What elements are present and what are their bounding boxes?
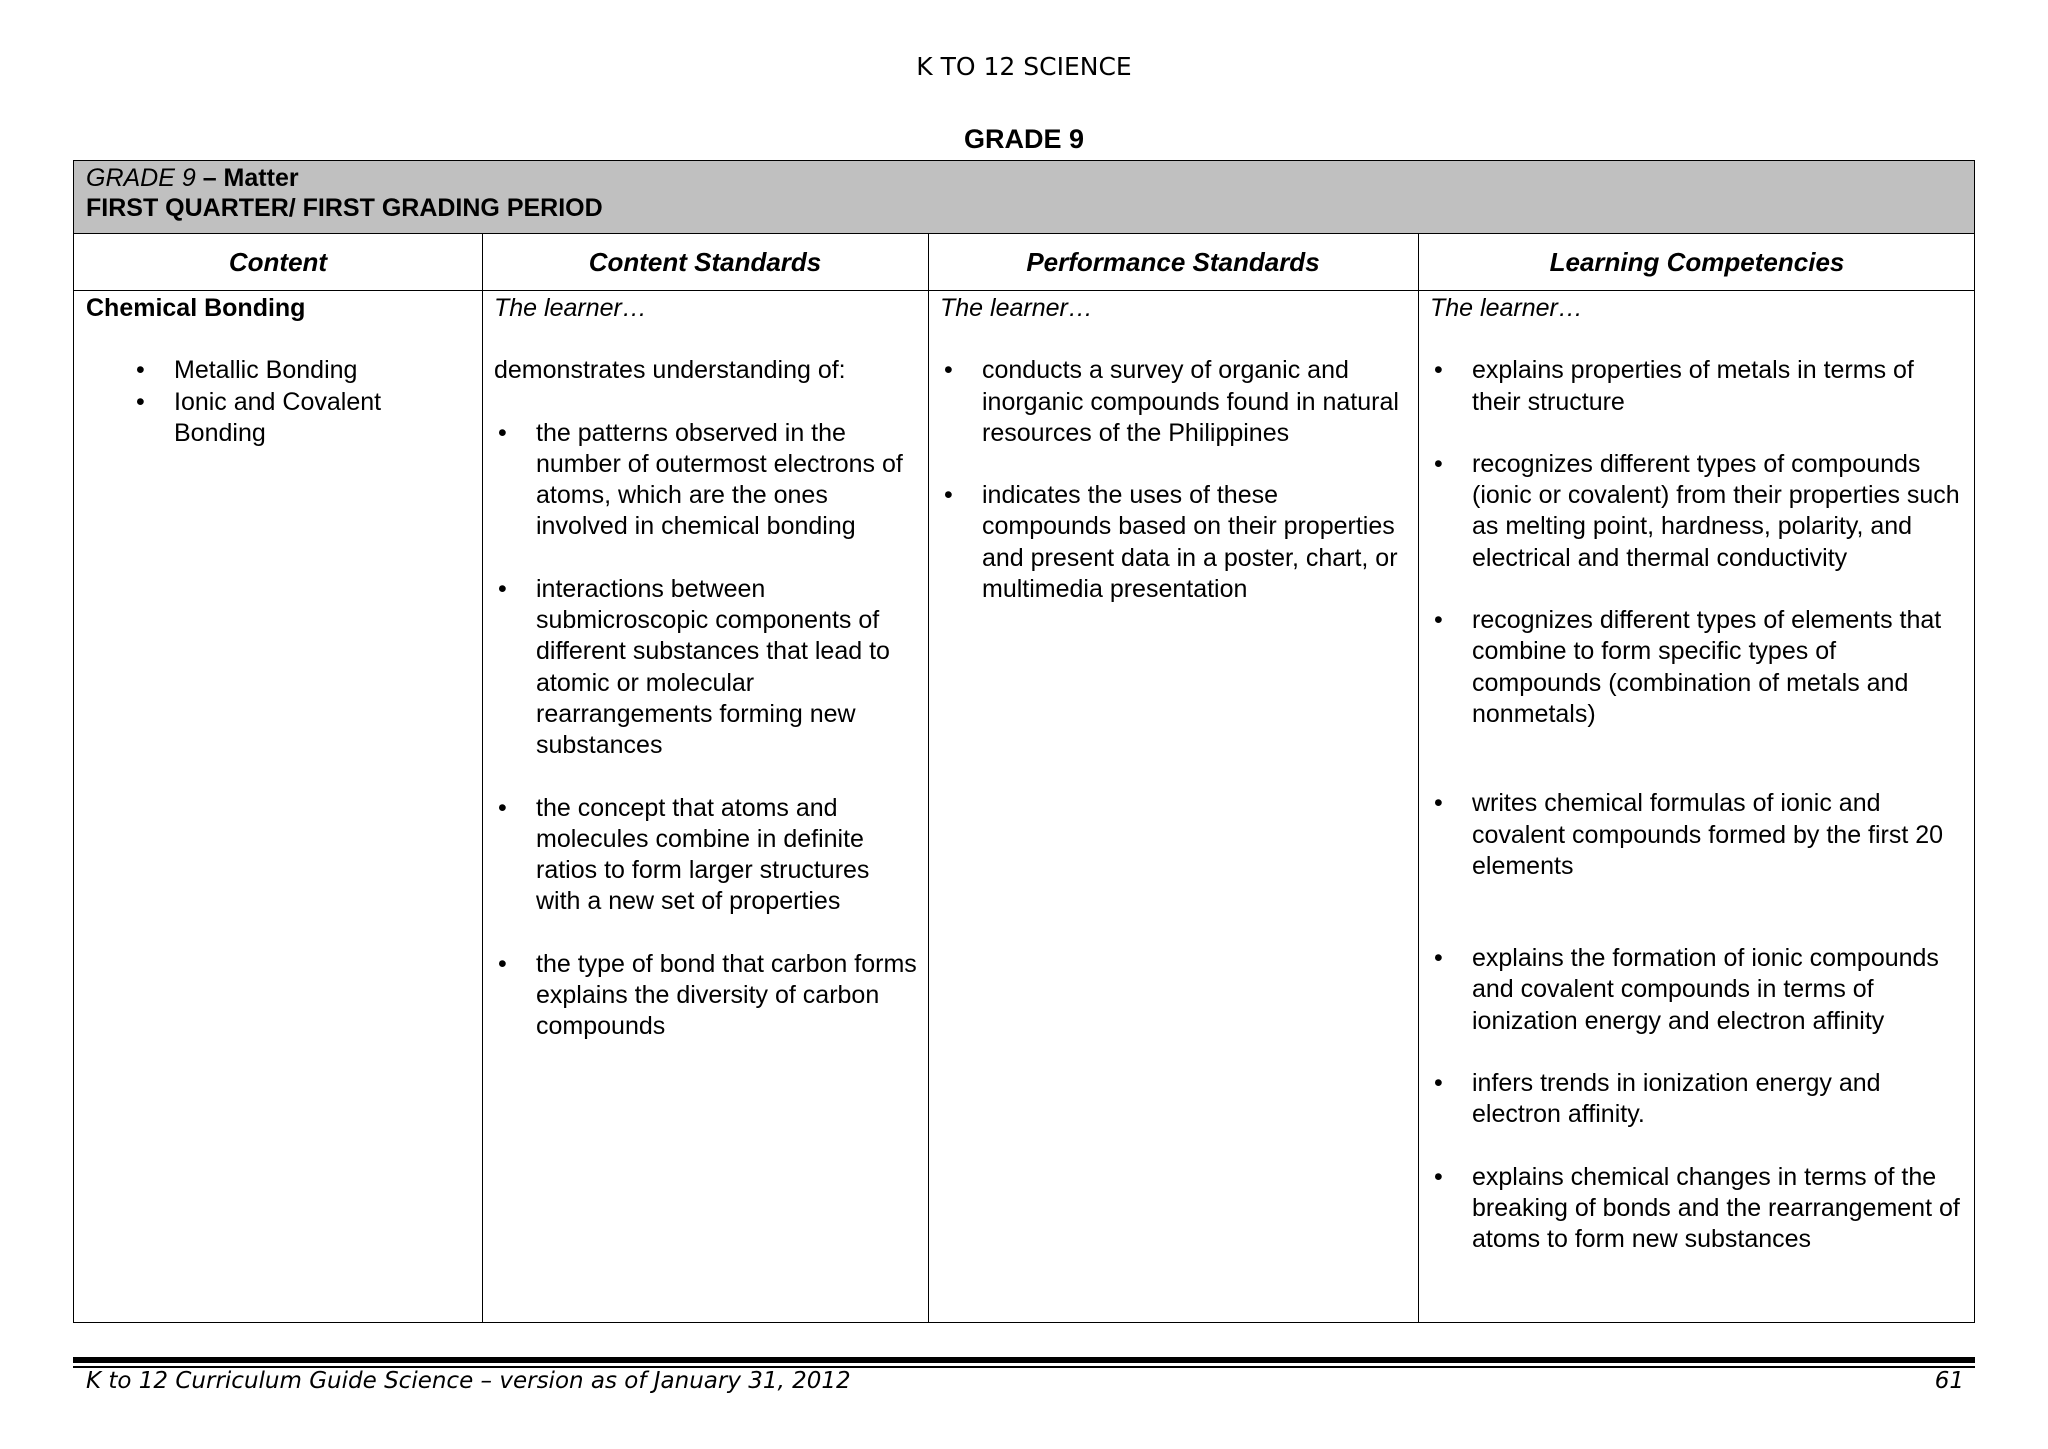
list-item: • writes chemical formulas of ionic and covalent compounds formed by the first 20 elements (1430, 788, 1968, 882)
content-standards-cell (482, 291, 928, 1322)
band-grade-label: GRADE 9 (86, 164, 196, 192)
learning-competencies-list (1430, 355, 1968, 1255)
list-item: • interactions between submicroscopic components of different substances that lead to atomic or molecular rearrangements forming new substances (494, 574, 918, 762)
grade-subject-line (86, 163, 1962, 193)
list-item: • indicates the uses of these compounds based on their properties and present data in a poster, chart, or multimedia presentation (940, 480, 1408, 605)
content-standards-list (494, 418, 918, 1043)
topic-title: Chemical Bonding (86, 294, 306, 322)
list-item: • explains the formation of ionic compounds and covalent compounds in terms of ionization energy and electron affinity (1430, 943, 1968, 1037)
learner-intro: The learner… (940, 294, 1093, 322)
column-header-content: Content (228, 246, 328, 277)
curriculum-table (73, 160, 1975, 1323)
list-item: • the concept that atoms and molecules combine in definite ratios to form larger structures with a new set of properties (494, 793, 918, 918)
learner-intro: The learner… (494, 294, 647, 322)
page-number: 61 (1934, 1368, 1964, 1394)
performance-standards-list (940, 355, 1408, 605)
list-item: • conducts a survey of organic and inorganic compounds found in natural resources of the Philippines (940, 355, 1408, 449)
standards-lead: demonstrates understanding of: (494, 356, 846, 385)
performance-standards-cell (928, 291, 1418, 1322)
subtopic-list (86, 355, 472, 449)
column-header-content-standards: Content Standards (588, 246, 822, 277)
list-item: • the patterns observed in the number of outermost electrons of atoms, which are the ones involved in chemical bonding (494, 418, 918, 543)
list-item: • infers trends in ionization energy and electron affinity. (1430, 1068, 1968, 1131)
list-item: • recognizes different types of compounds (ionic or covalent) from their properties such as melting point, hardness, polarity, and electrical and thermal conductivity (1430, 449, 1968, 574)
subtopic-item: • Ionic and Covalent Bonding (132, 387, 472, 450)
learning-competencies-cell (1418, 291, 1976, 1322)
grade-title: GRADE 9 (963, 124, 1085, 154)
footer-divider (73, 1357, 1975, 1363)
content-cell (74, 291, 482, 1322)
subtopic-item: • Metallic Bonding (132, 355, 472, 386)
footer-version-text: K to 12 Curriculum Guide Science – version as of January 31, 2012 (86, 1368, 851, 1394)
column-header-learning-competencies: Learning Competencies (1549, 246, 1845, 277)
column-header-performance-standards: Performance Standards (1026, 246, 1320, 277)
learner-intro: The learner… (1430, 294, 1583, 322)
list-item: • explains chemical changes in terms of the breaking of bonds and the rearrangement of atoms to form new substances (1430, 1162, 1968, 1256)
column-header-row (74, 234, 1974, 291)
list-item: • the type of bond that carbon forms explains the diversity of carbon compounds (494, 949, 918, 1043)
list-item: • explains properties of metals in terms of their structure (1430, 355, 1968, 418)
band-subject: – Matter (195, 164, 299, 192)
quarter-band (74, 161, 1974, 234)
band-quarter: FIRST QUARTER/ FIRST GRADING PERIOD (86, 194, 603, 222)
list-item: • recognizes different types of elements that combine to form specific types of compounds (combination of metals and nonmetals) (1430, 605, 1968, 730)
document-header: K TO 12 SCIENCE (916, 52, 1132, 81)
